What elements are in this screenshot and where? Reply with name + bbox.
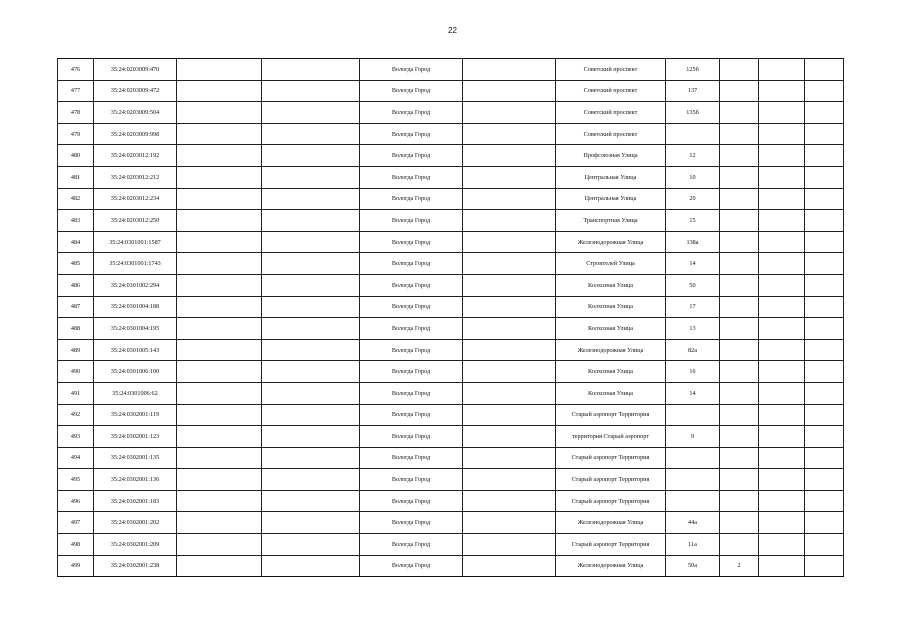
street-cell: Колхозная Улица bbox=[556, 318, 666, 340]
empty-cell bbox=[805, 534, 844, 556]
row-number-cell: 484 bbox=[58, 231, 94, 253]
cadastral-number-cell: 35:24:0302001:135 bbox=[94, 447, 177, 469]
extra-value-cell bbox=[720, 145, 759, 167]
empty-cell bbox=[805, 274, 844, 296]
house-number-cell bbox=[666, 404, 720, 426]
empty-cell bbox=[805, 469, 844, 491]
empty-cell bbox=[463, 296, 556, 318]
extra-value-cell bbox=[720, 166, 759, 188]
cadastral-number-cell: 35:24:0302001:238 bbox=[94, 555, 177, 577]
row-number-cell: 480 bbox=[58, 145, 94, 167]
house-number-cell: 137 bbox=[666, 80, 720, 102]
empty-cell bbox=[463, 555, 556, 577]
table-row bbox=[58, 361, 844, 383]
empty-cell bbox=[262, 404, 360, 426]
empty-cell bbox=[805, 59, 844, 81]
city-cell: Вологда Город bbox=[360, 59, 463, 81]
empty-cell bbox=[759, 361, 805, 383]
empty-cell bbox=[463, 210, 556, 232]
empty-cell bbox=[463, 80, 556, 102]
city-cell: Вологда Город bbox=[360, 145, 463, 167]
empty-cell bbox=[805, 80, 844, 102]
extra-value-cell bbox=[720, 534, 759, 556]
empty-cell bbox=[177, 447, 262, 469]
empty-cell bbox=[177, 145, 262, 167]
city-cell: Вологда Город bbox=[360, 512, 463, 534]
table-row bbox=[58, 231, 844, 253]
table-row bbox=[58, 404, 844, 426]
cadastral-number-cell: 35:24:0302001:119 bbox=[94, 404, 177, 426]
house-number-cell: 50а bbox=[666, 555, 720, 577]
empty-cell bbox=[463, 274, 556, 296]
empty-cell bbox=[177, 296, 262, 318]
empty-cell bbox=[262, 382, 360, 404]
street-cell: Колхозная Улица bbox=[556, 296, 666, 318]
cadastral-number-cell: 35:24:0301006:100 bbox=[94, 361, 177, 383]
empty-cell bbox=[463, 318, 556, 340]
table-row bbox=[58, 339, 844, 361]
empty-cell bbox=[177, 512, 262, 534]
empty-cell bbox=[463, 231, 556, 253]
table-row bbox=[58, 296, 844, 318]
empty-cell bbox=[262, 555, 360, 577]
empty-cell bbox=[759, 231, 805, 253]
row-number-cell: 482 bbox=[58, 188, 94, 210]
street-cell: Старый аэропорт Территория bbox=[556, 469, 666, 491]
street-cell: Колхозная Улица bbox=[556, 361, 666, 383]
table-row bbox=[58, 490, 844, 512]
empty-cell bbox=[805, 382, 844, 404]
empty-cell bbox=[805, 210, 844, 232]
house-number-cell: 20 bbox=[666, 188, 720, 210]
empty-cell bbox=[805, 404, 844, 426]
empty-cell bbox=[759, 534, 805, 556]
house-number-cell: 50 bbox=[666, 274, 720, 296]
house-number-cell bbox=[666, 469, 720, 491]
cadastral-number-cell: 35:24:0203009:504 bbox=[94, 102, 177, 124]
cadastral-number-cell: 35:24:0301002:294 bbox=[94, 274, 177, 296]
house-number-cell: 11а bbox=[666, 534, 720, 556]
extra-value-cell bbox=[720, 188, 759, 210]
empty-cell bbox=[177, 80, 262, 102]
table-row bbox=[58, 274, 844, 296]
street-cell: Старый аэропорт Территория bbox=[556, 534, 666, 556]
city-cell: Вологда Город bbox=[360, 361, 463, 383]
cadastral-number-cell: 35:24:0301005:143 bbox=[94, 339, 177, 361]
empty-cell bbox=[805, 361, 844, 383]
empty-cell bbox=[805, 447, 844, 469]
empty-cell bbox=[463, 426, 556, 448]
row-number-cell: 493 bbox=[58, 426, 94, 448]
extra-value-cell bbox=[720, 296, 759, 318]
house-number-cell: 138а bbox=[666, 231, 720, 253]
empty-cell bbox=[262, 490, 360, 512]
city-cell: Вологда Город bbox=[360, 339, 463, 361]
empty-cell bbox=[759, 426, 805, 448]
street-cell: Профсоюзная Улица bbox=[556, 145, 666, 167]
cadastral-number-cell: 35:24:0301004:188 bbox=[94, 296, 177, 318]
page-number: 22 bbox=[448, 26, 457, 35]
row-number-cell: 477 bbox=[58, 80, 94, 102]
empty-cell bbox=[177, 490, 262, 512]
empty-cell bbox=[759, 296, 805, 318]
street-cell: Советский проспект bbox=[556, 59, 666, 81]
house-number-cell: 10 bbox=[666, 166, 720, 188]
cadastral-number-cell: 35:24:0203012:250 bbox=[94, 210, 177, 232]
empty-cell bbox=[463, 490, 556, 512]
row-number-cell: 489 bbox=[58, 339, 94, 361]
city-cell: Вологда Город bbox=[360, 555, 463, 577]
empty-cell bbox=[262, 534, 360, 556]
empty-cell bbox=[463, 253, 556, 275]
empty-cell bbox=[805, 102, 844, 124]
city-cell: Вологда Город bbox=[360, 188, 463, 210]
row-number-cell: 486 bbox=[58, 274, 94, 296]
cadastral-number-cell: 35:24:0302001:123 bbox=[94, 426, 177, 448]
row-number-cell: 487 bbox=[58, 296, 94, 318]
row-number-cell: 497 bbox=[58, 512, 94, 534]
table-row bbox=[58, 59, 844, 81]
row-number-cell: 478 bbox=[58, 102, 94, 124]
table-row bbox=[58, 166, 844, 188]
cadastral-number-cell: 35:24:0302001:202 bbox=[94, 512, 177, 534]
city-cell: Вологда Город bbox=[360, 490, 463, 512]
empty-cell bbox=[463, 339, 556, 361]
empty-cell bbox=[262, 59, 360, 81]
extra-value-cell bbox=[720, 447, 759, 469]
empty-cell bbox=[759, 447, 805, 469]
city-cell: Вологда Город bbox=[360, 318, 463, 340]
city-cell: Вологда Город bbox=[360, 123, 463, 145]
row-number-cell: 494 bbox=[58, 447, 94, 469]
street-cell: Центральная Улица bbox=[556, 166, 666, 188]
empty-cell bbox=[177, 426, 262, 448]
empty-cell bbox=[759, 102, 805, 124]
extra-value-cell bbox=[720, 231, 759, 253]
extra-value-cell bbox=[720, 404, 759, 426]
empty-cell bbox=[177, 534, 262, 556]
empty-cell bbox=[177, 318, 262, 340]
table-row bbox=[58, 123, 844, 145]
street-cell: Советский проспект bbox=[556, 102, 666, 124]
empty-cell bbox=[805, 339, 844, 361]
cadastral-number-cell: 35:24:0301006:62 bbox=[94, 382, 177, 404]
house-number-cell: 135б bbox=[666, 102, 720, 124]
empty-cell bbox=[759, 59, 805, 81]
extra-value-cell bbox=[720, 210, 759, 232]
empty-cell bbox=[463, 361, 556, 383]
street-cell: Железнодорожная Улица bbox=[556, 512, 666, 534]
empty-cell bbox=[177, 188, 262, 210]
table-row bbox=[58, 447, 844, 469]
empty-cell bbox=[759, 166, 805, 188]
empty-cell bbox=[759, 404, 805, 426]
street-cell: Колхозная Улица bbox=[556, 274, 666, 296]
empty-cell bbox=[262, 80, 360, 102]
empty-cell bbox=[805, 188, 844, 210]
row-number-cell: 485 bbox=[58, 253, 94, 275]
extra-value-cell bbox=[720, 253, 759, 275]
house-number-cell bbox=[666, 123, 720, 145]
city-cell: Вологда Город bbox=[360, 382, 463, 404]
city-cell: Вологда Город bbox=[360, 166, 463, 188]
extra-value-cell bbox=[720, 318, 759, 340]
cadastral-number-cell: 35:24:0302001:183 bbox=[94, 490, 177, 512]
empty-cell bbox=[759, 145, 805, 167]
cadastral-number-cell: 35:24:0203012:192 bbox=[94, 145, 177, 167]
extra-value-cell bbox=[720, 512, 759, 534]
empty-cell bbox=[177, 166, 262, 188]
empty-cell bbox=[463, 102, 556, 124]
empty-cell bbox=[262, 145, 360, 167]
empty-cell bbox=[759, 210, 805, 232]
cadastral-number-cell: 35:24:0302001:136 bbox=[94, 469, 177, 491]
street-cell: Старый аэропорт Территория bbox=[556, 447, 666, 469]
house-number-cell: 17 bbox=[666, 296, 720, 318]
cadastral-number-cell: 35:24:0301001:1587 bbox=[94, 231, 177, 253]
empty-cell bbox=[177, 469, 262, 491]
house-number-cell bbox=[666, 490, 720, 512]
table-row bbox=[58, 318, 844, 340]
street-cell: Железнодорожная Улица bbox=[556, 231, 666, 253]
table-row bbox=[58, 80, 844, 102]
street-cell: Советский проспект bbox=[556, 80, 666, 102]
empty-cell bbox=[262, 231, 360, 253]
empty-cell bbox=[463, 447, 556, 469]
empty-cell bbox=[262, 361, 360, 383]
street-cell: Транспортная Улица bbox=[556, 210, 666, 232]
extra-value-cell bbox=[720, 469, 759, 491]
empty-cell bbox=[463, 469, 556, 491]
empty-cell bbox=[177, 123, 262, 145]
empty-cell bbox=[177, 339, 262, 361]
house-number-cell: 14 bbox=[666, 253, 720, 275]
row-number-cell: 495 bbox=[58, 469, 94, 491]
extra-value-cell bbox=[720, 80, 759, 102]
table-row bbox=[58, 382, 844, 404]
house-number-cell: 13 bbox=[666, 318, 720, 340]
registry-table bbox=[57, 58, 844, 577]
empty-cell bbox=[262, 274, 360, 296]
empty-cell bbox=[805, 490, 844, 512]
empty-cell bbox=[177, 59, 262, 81]
empty-cell bbox=[805, 512, 844, 534]
extra-value-cell bbox=[720, 274, 759, 296]
empty-cell bbox=[805, 231, 844, 253]
city-cell: Вологда Город bbox=[360, 80, 463, 102]
empty-cell bbox=[463, 382, 556, 404]
empty-cell bbox=[759, 339, 805, 361]
empty-cell bbox=[759, 555, 805, 577]
city-cell: Вологда Город bbox=[360, 426, 463, 448]
street-cell: Железнодорожная Улица bbox=[556, 339, 666, 361]
empty-cell bbox=[262, 318, 360, 340]
row-number-cell: 499 bbox=[58, 555, 94, 577]
empty-cell bbox=[262, 339, 360, 361]
empty-cell bbox=[759, 318, 805, 340]
empty-cell bbox=[463, 188, 556, 210]
cadastral-number-cell: 35:24:0302001:209 bbox=[94, 534, 177, 556]
empty-cell bbox=[463, 166, 556, 188]
street-cell: Железнодорожная Улица bbox=[556, 555, 666, 577]
empty-cell bbox=[262, 296, 360, 318]
extra-value-cell bbox=[720, 59, 759, 81]
city-cell: Вологда Город bbox=[360, 274, 463, 296]
cadastral-number-cell: 35:24:0203012:212 bbox=[94, 166, 177, 188]
table-row bbox=[58, 469, 844, 491]
row-number-cell: 483 bbox=[58, 210, 94, 232]
city-cell: Вологда Город bbox=[360, 469, 463, 491]
house-number-cell bbox=[666, 447, 720, 469]
table-row bbox=[58, 534, 844, 556]
empty-cell bbox=[177, 102, 262, 124]
city-cell: Вологда Город bbox=[360, 253, 463, 275]
house-number-cell: 82а bbox=[666, 339, 720, 361]
empty-cell bbox=[759, 382, 805, 404]
table-row bbox=[58, 512, 844, 534]
table-row bbox=[58, 426, 844, 448]
house-number-cell: 125б bbox=[666, 59, 720, 81]
empty-cell bbox=[759, 123, 805, 145]
empty-cell bbox=[805, 426, 844, 448]
empty-cell bbox=[805, 555, 844, 577]
row-number-cell: 490 bbox=[58, 361, 94, 383]
cadastral-number-cell: 35:24:0203012:234 bbox=[94, 188, 177, 210]
extra-value-cell bbox=[720, 361, 759, 383]
table-row bbox=[58, 102, 844, 124]
extra-value-cell bbox=[720, 123, 759, 145]
table-row bbox=[58, 555, 844, 577]
street-cell: Старый аэропорт Территория bbox=[556, 404, 666, 426]
cadastral-number-cell: 35:24:0203009:472 bbox=[94, 80, 177, 102]
city-cell: Вологда Город bbox=[360, 404, 463, 426]
empty-cell bbox=[759, 512, 805, 534]
house-number-cell: 9 bbox=[666, 426, 720, 448]
house-number-cell: 15 bbox=[666, 210, 720, 232]
empty-cell bbox=[463, 534, 556, 556]
empty-cell bbox=[262, 102, 360, 124]
street-cell: Советский проспект bbox=[556, 123, 666, 145]
empty-cell bbox=[262, 447, 360, 469]
empty-cell bbox=[177, 382, 262, 404]
empty-cell bbox=[805, 166, 844, 188]
empty-cell bbox=[262, 188, 360, 210]
house-number-cell: 14 bbox=[666, 382, 720, 404]
empty-cell bbox=[177, 274, 262, 296]
city-cell: Вологда Город bbox=[360, 102, 463, 124]
empty-cell bbox=[177, 210, 262, 232]
house-number-cell: 12 bbox=[666, 145, 720, 167]
cadastral-number-cell: 35:24:0301001:1743 bbox=[94, 253, 177, 275]
empty-cell bbox=[805, 253, 844, 275]
empty-cell bbox=[262, 469, 360, 491]
cadastral-number-cell: 35:24:0203009:998 bbox=[94, 123, 177, 145]
house-number-cell: 16 bbox=[666, 361, 720, 383]
table-row bbox=[58, 188, 844, 210]
street-cell: территория Старый аэропорт bbox=[556, 426, 666, 448]
empty-cell bbox=[805, 318, 844, 340]
empty-cell bbox=[805, 296, 844, 318]
table-row bbox=[58, 210, 844, 232]
street-cell: Старый аэропорт Территория bbox=[556, 490, 666, 512]
empty-cell bbox=[463, 123, 556, 145]
table-row bbox=[58, 253, 844, 275]
empty-cell bbox=[805, 123, 844, 145]
empty-cell bbox=[759, 490, 805, 512]
row-number-cell: 498 bbox=[58, 534, 94, 556]
extra-value-cell bbox=[720, 426, 759, 448]
empty-cell bbox=[463, 59, 556, 81]
empty-cell bbox=[463, 145, 556, 167]
row-number-cell: 481 bbox=[58, 166, 94, 188]
row-number-cell: 496 bbox=[58, 490, 94, 512]
empty-cell bbox=[177, 361, 262, 383]
row-number-cell: 476 bbox=[58, 59, 94, 81]
extra-value-cell bbox=[720, 382, 759, 404]
row-number-cell: 491 bbox=[58, 382, 94, 404]
empty-cell bbox=[463, 404, 556, 426]
city-cell: Вологда Город bbox=[360, 447, 463, 469]
empty-cell bbox=[177, 404, 262, 426]
city-cell: Вологда Город bbox=[360, 534, 463, 556]
empty-cell bbox=[262, 253, 360, 275]
cadastral-number-cell: 35:24:0203009:470 bbox=[94, 59, 177, 81]
extra-value-cell bbox=[720, 490, 759, 512]
empty-cell bbox=[463, 512, 556, 534]
city-cell: Вологда Город bbox=[360, 210, 463, 232]
street-cell: Строителей Улица bbox=[556, 253, 666, 275]
empty-cell bbox=[262, 166, 360, 188]
empty-cell bbox=[262, 123, 360, 145]
empty-cell bbox=[759, 80, 805, 102]
street-cell: Колхозная Улица bbox=[556, 382, 666, 404]
empty-cell bbox=[177, 253, 262, 275]
empty-cell bbox=[805, 145, 844, 167]
city-cell: Вологда Город bbox=[360, 231, 463, 253]
empty-cell bbox=[262, 512, 360, 534]
street-cell: Центральная Улица bbox=[556, 188, 666, 210]
row-number-cell: 479 bbox=[58, 123, 94, 145]
empty-cell bbox=[177, 555, 262, 577]
row-number-cell: 488 bbox=[58, 318, 94, 340]
extra-value-cell bbox=[720, 339, 759, 361]
empty-cell bbox=[262, 210, 360, 232]
empty-cell bbox=[262, 426, 360, 448]
house-number-cell: 44а bbox=[666, 512, 720, 534]
cadastral-number-cell: 35:24:0301004:195 bbox=[94, 318, 177, 340]
extra-value-cell: 2 bbox=[720, 555, 759, 577]
table-row bbox=[58, 145, 844, 167]
empty-cell bbox=[759, 469, 805, 491]
empty-cell bbox=[177, 231, 262, 253]
empty-cell bbox=[759, 274, 805, 296]
city-cell: Вологда Город bbox=[360, 296, 463, 318]
table-body bbox=[58, 59, 844, 577]
empty-cell bbox=[759, 188, 805, 210]
row-number-cell: 492 bbox=[58, 404, 94, 426]
extra-value-cell bbox=[720, 102, 759, 124]
empty-cell bbox=[759, 253, 805, 275]
